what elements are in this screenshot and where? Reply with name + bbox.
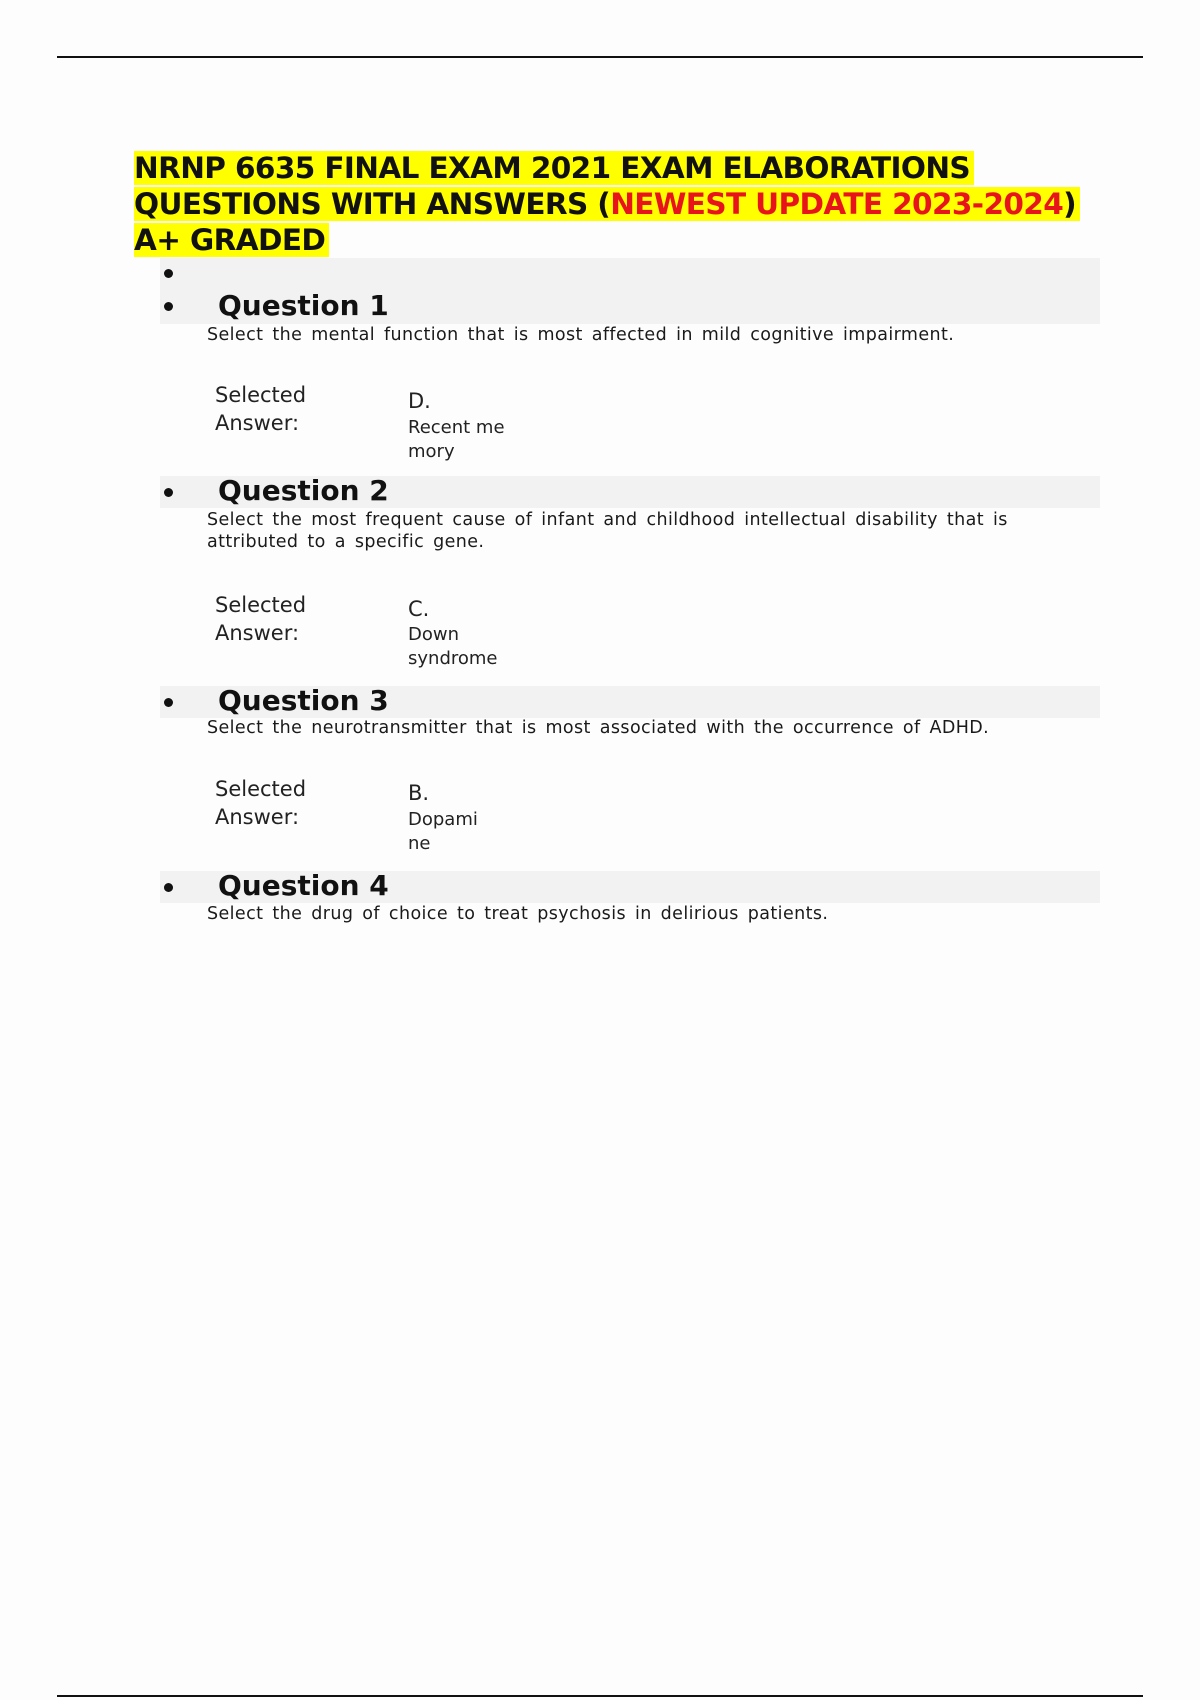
question-2-answer-text: Down syndrome — [408, 624, 498, 669]
empty-bullet — [164, 269, 173, 278]
question-4-text: Select the drug of choice to treat psychosis in delirious patients. — [207, 904, 829, 924]
question-1-title: Question 1 — [218, 289, 389, 322]
header-rule — [57, 56, 1143, 58]
question-1-answer-text: Recent memory — [408, 417, 505, 462]
question-3-bullet — [164, 698, 173, 707]
question-1-answer-letter: D. — [408, 389, 431, 413]
title-part-1: NRNP 6635 FINAL EXAM 2021 EXAM ELABORATIONS QUESTIONS WITH ANSWERS ( — [134, 151, 971, 221]
question-3-selected-label: Selected Answer: — [215, 777, 307, 829]
question-2-text: Select the most frequent cause of infant and childhood intellectual disability that is attributed to a specific gene. — [207, 510, 1008, 552]
footer-rule — [57, 1695, 1143, 1697]
question-2-title: Question 2 — [218, 474, 389, 507]
document-title — [134, 150, 1094, 258]
question-4-bullet — [164, 883, 173, 892]
question-1-selected-label: Selected Answer: — [215, 383, 307, 435]
question-3-title: Question 3 — [218, 684, 389, 717]
question-2-selected-label: Selected Answer: — [215, 593, 307, 645]
question-3-answer-letter: B. — [408, 781, 430, 805]
question-2-bullet — [164, 488, 173, 497]
title-part-2: ) A+ GRADED — [134, 187, 1077, 257]
question-1-bullet — [164, 302, 173, 311]
question-3-text: Select the neurotransmitter that is most associated with the occurrence of ADHD. — [207, 718, 990, 738]
title-update-highlight: NEWEST UPDATE 2023-2024 — [610, 187, 1064, 221]
question-3-answer-text: Dopamine — [408, 809, 478, 854]
question-2-answer-letter: C. — [408, 597, 430, 621]
question-1-text: Select the mental function that is most affected in mild cognitive impairment. — [207, 325, 955, 345]
question-4-title: Question 4 — [218, 869, 389, 902]
